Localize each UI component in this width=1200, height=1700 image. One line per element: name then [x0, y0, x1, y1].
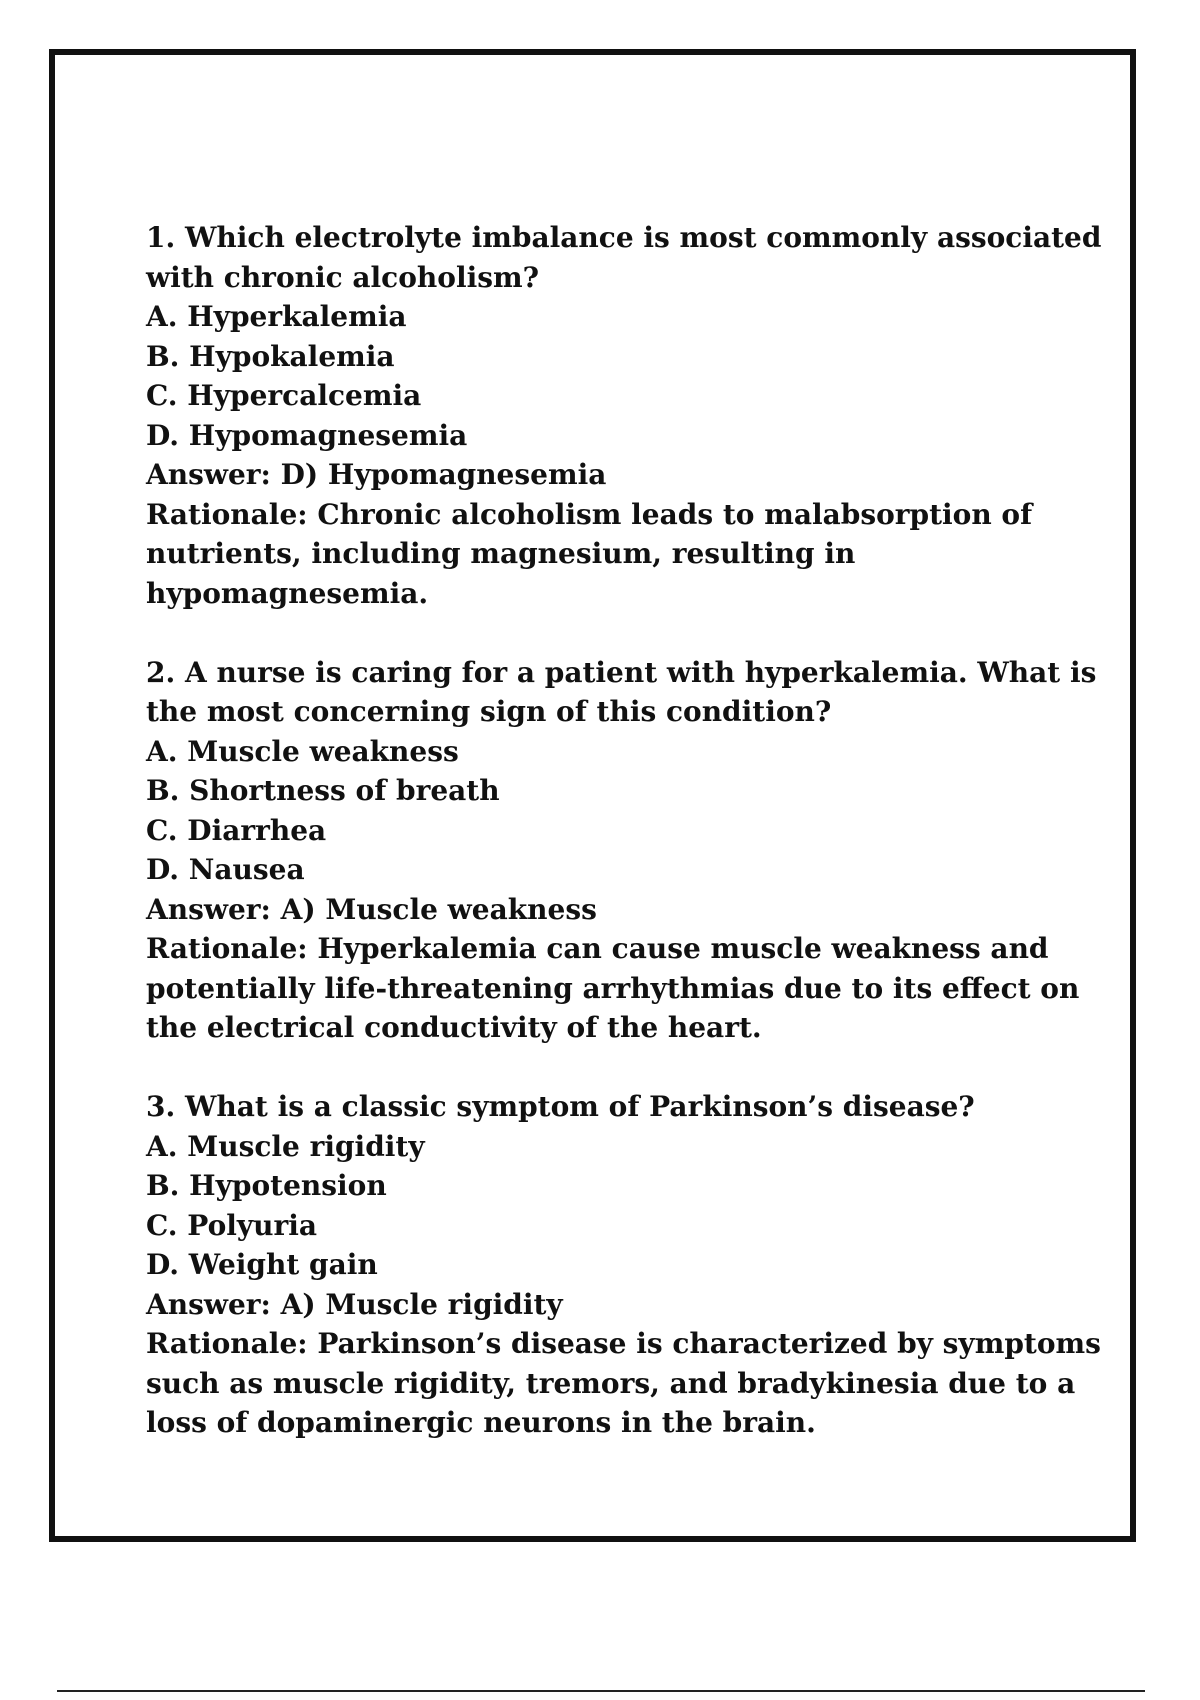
question-1 [146, 218, 1106, 613]
footer-rule [57, 1690, 1145, 1692]
question-3-option-b: B. Hypotension [146, 1169, 387, 1202]
question-2-rationale: Rationale: Hyperkalemia can cause muscle weakness and potentially life-threatening arrhythmias due to its effect on the electrical conductivity of the heart. [146, 932, 1080, 1044]
question-2-answer: Answer: A) Muscle weakness [146, 892, 597, 926]
question-1-option-a: A. Hyperkalemia [146, 300, 407, 333]
question-1-option-d: D. Hypomagnesemia [146, 418, 468, 452]
question-1-rationale: Rationale: Chronic alcoholism leads to malabsorption of nutrients, including magnesium, resulting in hypomagnesemia. [146, 497, 1033, 610]
question-3-stem: 3. What is a classic symptom of Parkinson’s disease? [146, 1090, 975, 1123]
question-1-stem: 1. Which electrolyte imbalance is most commonly associated with chronic alcoholism? [146, 221, 1102, 294]
question-2-option-b: B. Shortness of breath [146, 774, 500, 807]
question-2-stem: 2. A nurse is caring for a patient with hyperkalemia. What is the most concerning sign of this condition? [146, 655, 1097, 728]
question-list [146, 218, 1106, 1443]
question-2-option-a: A. Muscle weakness [146, 734, 459, 768]
question-2-option-d: D. Nausea [146, 853, 305, 886]
question-3-option-a: A. Muscle rigidity [146, 1129, 425, 1163]
question-3-option-d: D. Weight gain [146, 1248, 378, 1281]
question-3-option-c: C. Polyuria [146, 1208, 318, 1242]
question-2 [146, 653, 1106, 1048]
question-1-option-c: C. Hypercalcemia [146, 379, 422, 412]
question-2-option-c: C. Diarrhea [146, 813, 327, 847]
question-1-answer: Answer: D) Hypomagnesemia [146, 458, 607, 491]
question-3-answer: Answer: A) Muscle rigidity [146, 1287, 563, 1321]
question-1-option-b: B. Hypokalemia [146, 339, 395, 373]
question-3-rationale: Rationale: Parkinson’s disease is characterized by symptoms such as muscle rigidity, tremors, and bradykinesia due to a loss of dopaminergic neurons in the brain. [146, 1327, 1101, 1439]
question-3 [146, 1087, 1106, 1443]
